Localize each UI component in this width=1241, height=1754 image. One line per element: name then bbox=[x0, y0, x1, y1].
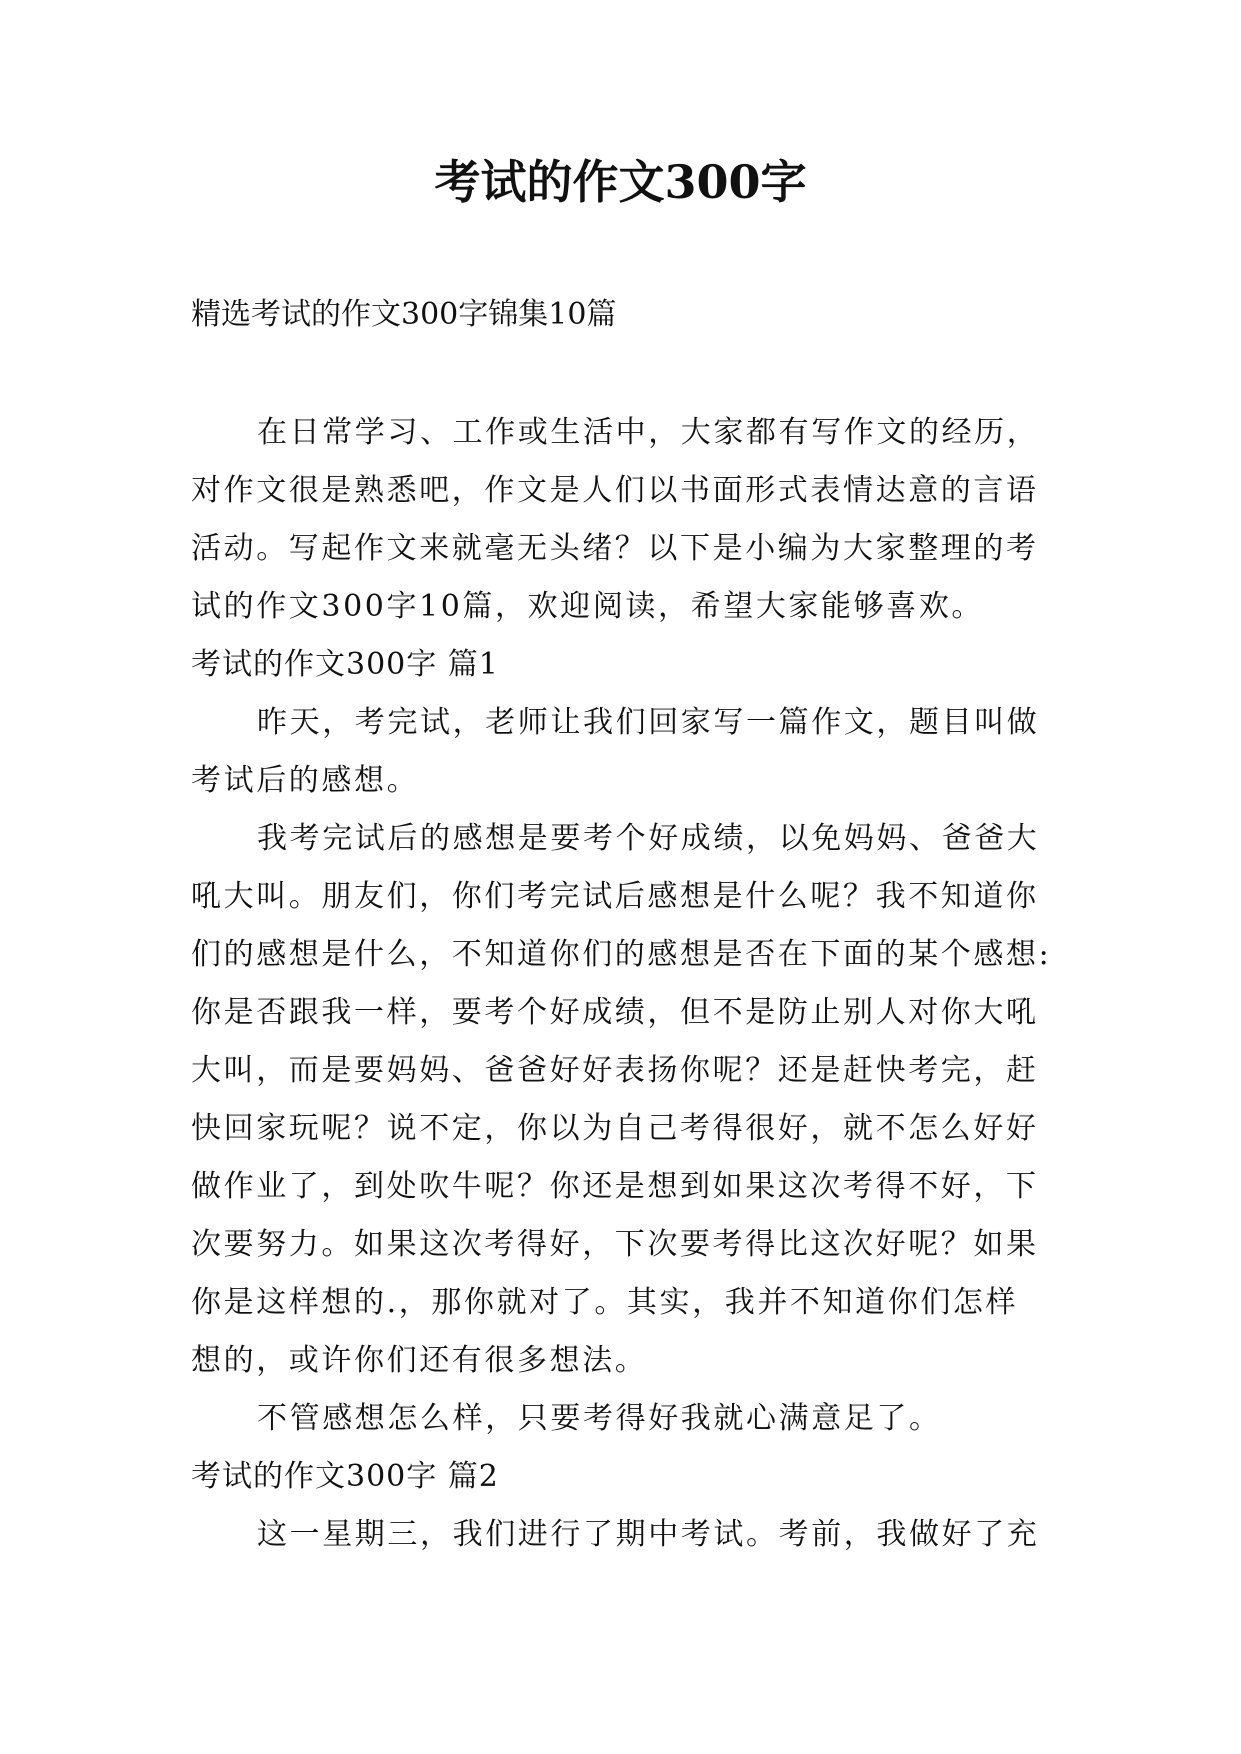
text-line: 想的，或许你们还有很多想法。 bbox=[191, 1343, 648, 1378]
text-line: 昨天，考完试，老师让我们回家写一篇作文，题目叫做 bbox=[257, 705, 1040, 740]
text-line: 不管感想怎么样，只要考得好我就心满意足了。 bbox=[257, 1401, 942, 1436]
document-subtitle: 精选考试的作文300字锦集10篇 bbox=[191, 297, 617, 332]
text-line: 这一星期三，我们进行了期中考试。考前，我做好了充 bbox=[257, 1517, 1040, 1552]
article-body bbox=[191, 404, 1071, 1564]
text-line: 你是否跟我一样，要考个好成绩，但不是防止别人对你大吼 bbox=[191, 995, 1039, 1030]
text-line: 试的作文300字10篇，欢迎阅读，希望大家能够喜欢。 bbox=[191, 589, 985, 624]
text-line: 吼大叫。朋友们，你们考完试后感想是什么呢？我不知道你 bbox=[191, 879, 1039, 914]
text-line: 做作业了，到处吹牛呢？你还是想到如果这次考得不好，下 bbox=[191, 1169, 1039, 1204]
text-line: 对作文很是熟悉吧，作文是人们以书面形式表情达意的言语 bbox=[191, 473, 1039, 508]
text-line: 大叫，而是要妈妈、爸爸好好表扬你呢？还是赶快考完，赶 bbox=[191, 1053, 1039, 1088]
page-title: 考试的作文300字 bbox=[434, 155, 807, 209]
text-line: 们的感想是什么，不知道你们的感想是否在下面的某个感想: bbox=[191, 937, 1052, 972]
section-heading: 考试的作文300字 篇2 bbox=[191, 1459, 499, 1494]
text-line: 考试后的感想。 bbox=[191, 763, 420, 798]
text-line: 在日常学习、工作或生活中，大家都有写作文的经历， bbox=[257, 415, 1040, 450]
section-heading: 考试的作文300字 篇1 bbox=[191, 647, 499, 682]
text-line: 活动。写起作文来就毫无头绪？以下是小编为大家整理的考 bbox=[191, 531, 1039, 566]
text-line: 快回家玩呢？说不定，你以为自己考得很好，就不怎么好好 bbox=[191, 1111, 1039, 1146]
text-line: 次要努力。如果这次考得好，下次要考得比这次好呢？如果 bbox=[191, 1227, 1039, 1262]
text-line: 你是这样想的.，那你就对了。其实，我并不知道你们怎样 bbox=[191, 1285, 1019, 1320]
text-line: 我考完试后的感想是要考个好成绩，以免妈妈、爸爸大 bbox=[257, 821, 1040, 856]
